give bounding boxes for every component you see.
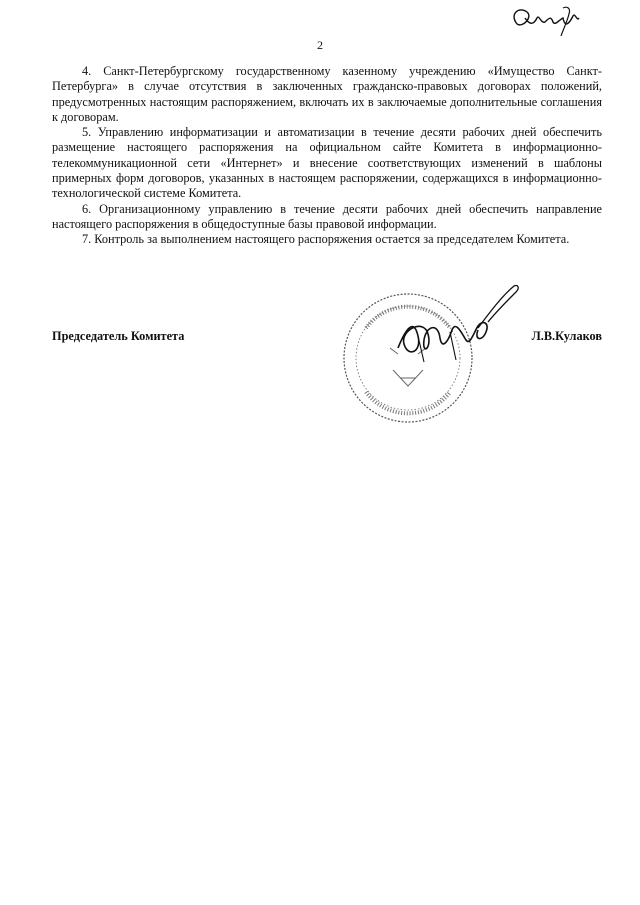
chairman-signature [378,278,528,368]
signatory-title: Председатель Комитета [52,329,185,343]
paragraph-7: 7. Контроль за выполнением настоящего распоряжения остается за председателем Комитета. [82,232,570,247]
signature-block [52,329,602,345]
paragraph-5: 5. Управлению информатизации и автоматизации в течение десяти рабочих дней обеспечить размещение настоящего распоряжения на официальном сайте Комитета в информационно-телекоммуникационной сети «Интернет» и внесение соответствующих изменений в шаблоны примерных форм договоров, указанных в настоящем распоряжении, содержащихся в информационно-технологической системе Комитета. [52,125,602,201]
document-body [52,64,602,248]
page-number: 2 [317,38,323,52]
approval-signature [505,2,585,40]
paragraph-6: 6. Организационному управлению в течение десяти рабочих дней обеспечить направление настоящего распоряжения в общедоступные базы правовой информации. [52,201,602,231]
signatory-name: Л.В.Кулаков [531,329,602,343]
paragraph-4: 4. Санкт-Петербургскому государственному казенному учреждению «Имущество Санкт-Петербурга» в случае отсутствия в заключенных гражданско-правовых договорах положений, предусмотренных настоящим распоряжением, включать их в заключаемые дополнительные соглашения к договорам. [52,64,602,124]
